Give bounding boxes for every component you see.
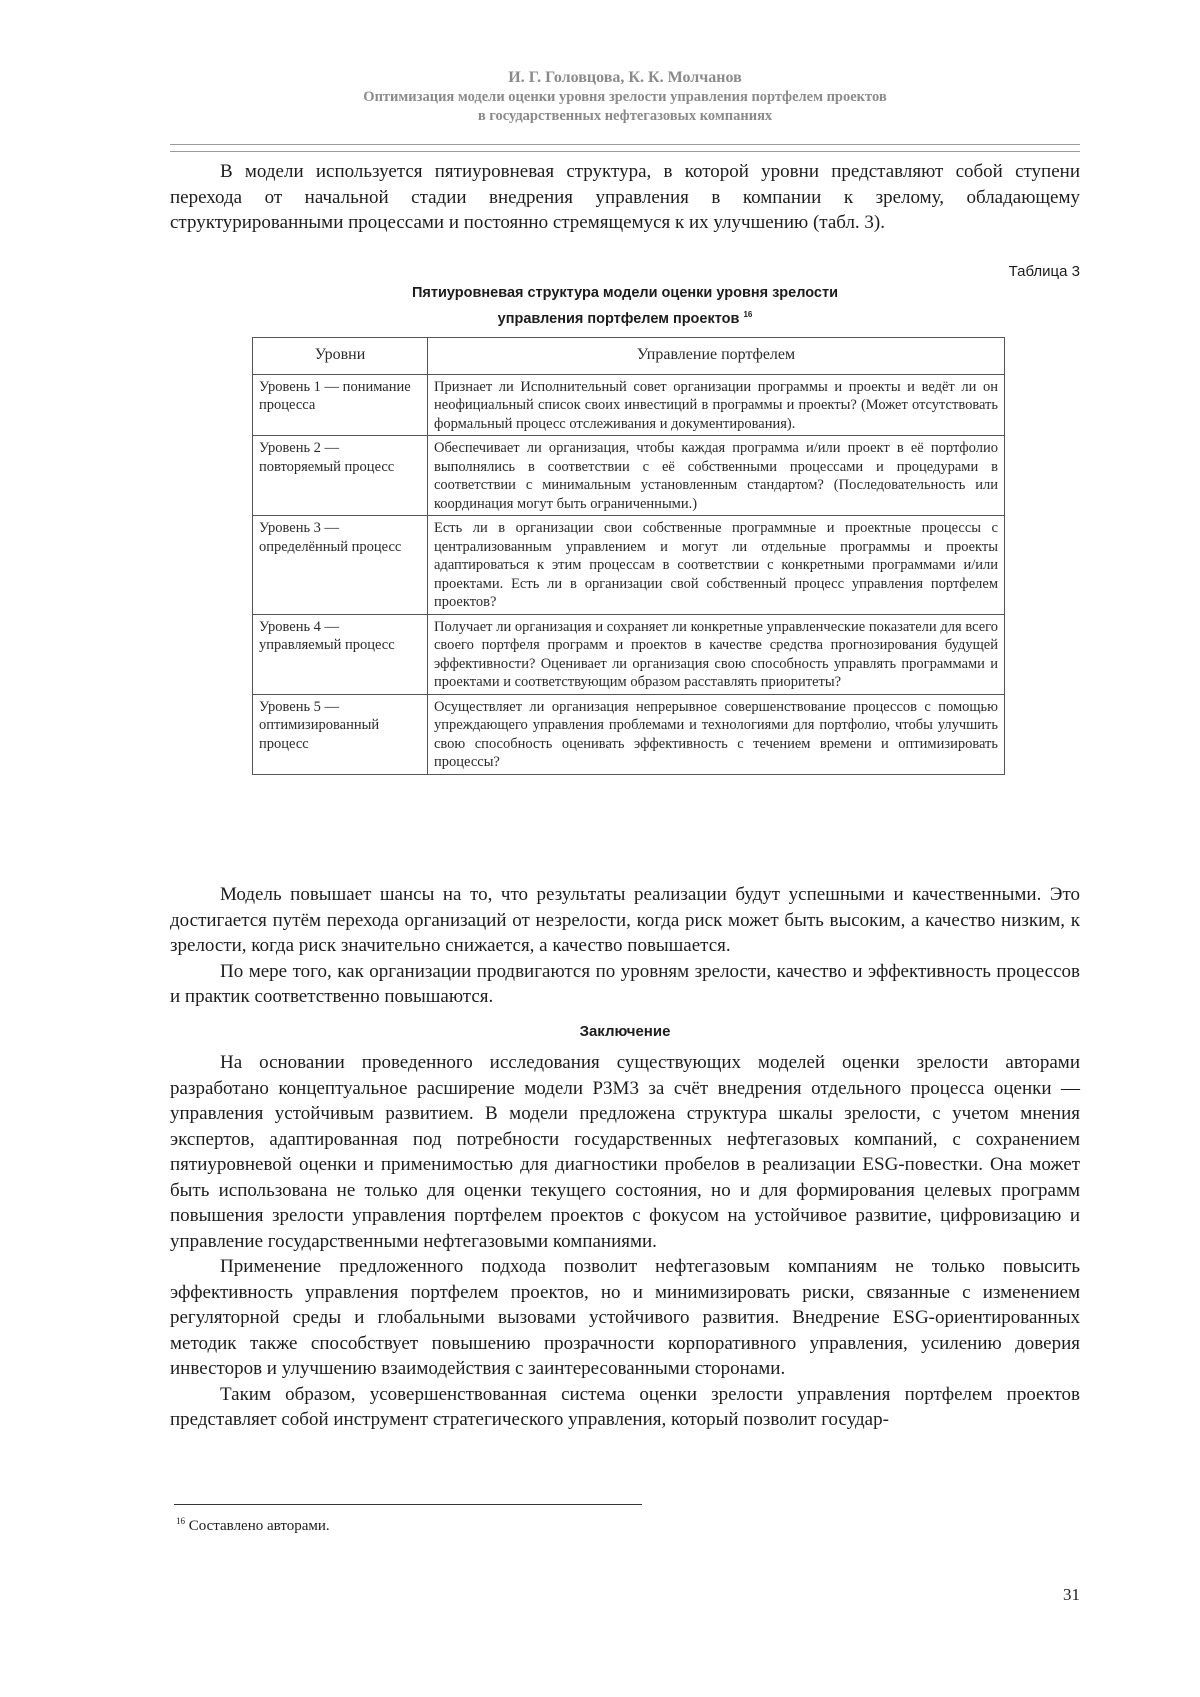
maturity-levels-table [252, 337, 1005, 775]
table-title [170, 282, 1080, 330]
body-paragraph: На основании проведенного исследования существующих моделей оценки зрелости авторами разработано концептуальное расширение модели P3M3 за счёт внедрения отдельного процесса оценки — управления устойчивым развитием. В модели предложена структура шкалы зрелости, с учетом мнения экспертов, адаптированная под потребности государственных нефтегазовых компаний, с сохранением пятиуровневой оценки и применимостью для диагностики пробелов в реализации ESG-повестки. Она может быть использована не только для оценки текущего состояния, но и для формирования целевых программ повышения зрелости управления портфелем проектов с фокусом на устойчивое развитие, цифровизацию и управление государственными нефтегазовыми компаниями. [170, 1052, 1080, 1252]
table-label: Таблица 3 [1008, 263, 1080, 280]
header-title-line-2: в государственных нефтегазовых компаниях [477, 108, 773, 124]
body-paragraph: Применение предложенного подхода позволит нефтегазовым компаниям не только повысить эффективность управления портфелем проектов, но и минимизировать риски, связанные с изменением регуляторной среды и глобальными вызовами устойчивого развития. Внедрение ESG-ориентированных методик также способствует повышению прозрачности корпоративного управления, усилению доверия инвесторов и улучшению взаимодействия с заинтересованными сторонами. [170, 1256, 1080, 1379]
description-cell: Обеспечивает ли организация, чтобы каждая программа и/или проект в её портфолио выполнялись в соответствии с её собственными процессами и процедурами в соответствии с минимальным установленным стандартом? (Последовательность или координация могут быть ограниченными.) [428, 436, 1005, 516]
description-cell: Осуществляет ли организация непрерывное совершенствование процессов с помощью упреждающего управления проблемами и технологиями для портфолио, чтобы улучшить свою способность оценивать эффективность с течением времени и оптимизировать процессы? [428, 694, 1005, 774]
body-paragraph: Таким образом, усовершенствованная система оценки зрелости управления портфелем проектов представляет собой инструмент стратегического управления, который позволит государ- [170, 1383, 1080, 1430]
level-cell: Уровень 3 — определённый процесс [253, 516, 428, 615]
description-cell: Признает ли Исполнительный совет организации программы и проекты и ведёт ли он неофициальный список своих инвестиций в программы и проекты? (Может отсутствовать формальный процесс отслеживания и документирования). [428, 374, 1005, 436]
column-header-levels: Уровни [253, 338, 428, 375]
conclusion-section [170, 1050, 1080, 1433]
intro-section [170, 159, 1080, 236]
footnote [176, 1511, 330, 1536]
table-title-line-2 [170, 304, 1080, 330]
intro-paragraph: В модели используется пятиуровневая структура, в которой уровни представляют собой ступени перехода от начальной стадии внедрения управления в компании к зрелому, обладающему структурированными процессами и постоянно стремящемуся к их улучшению (табл. 3). [170, 161, 1080, 233]
level-cell: Уровень 2 — повторяемый процесс [253, 436, 428, 516]
level-cell: Уровень 4 — управляемый процесс [253, 614, 428, 694]
table-row [253, 516, 1005, 615]
table-title-footnote-ref: 16 [743, 310, 753, 319]
page-number: 31 [1063, 1585, 1080, 1604]
description-cell: Получает ли организация и сохраняет ли конкретные управленческие показатели для всего своего портфеля программ и проектов в качестве средства прогнозирования будущей эффективности? Оценивает ли организация свою способность управлять программами и проектами и соответствующим образом расставлять приоритеты? [428, 614, 1005, 694]
table-header-row [253, 338, 1005, 375]
table-row [253, 374, 1005, 436]
footnote-number: 16 [176, 1516, 185, 1526]
header-title-line-1: Оптимизация модели оценки уровня зрелости управления портфелем проектов [363, 89, 887, 105]
footnote-divider [174, 1504, 642, 1505]
section-heading-conclusion: Заключение [579, 1023, 671, 1040]
footnote-text: Составлено авторами. [188, 1518, 330, 1534]
table-row [253, 614, 1005, 694]
table-row [253, 436, 1005, 516]
running-header [170, 68, 1080, 126]
header-authors: И. Г. Головцова, К. К. Молчанов [508, 69, 742, 86]
column-header-portfolio-management: Управление портфелем [428, 338, 1005, 375]
table-title-line-1: Пятиуровневая структура модели оценки уровня зрелости [412, 285, 838, 301]
level-cell: Уровень 1 — понимание процесса [253, 374, 428, 436]
body-paragraph: По мере того, как организации продвигаются по уровням зрелости, качество и эффективность процессов и практик соответственно повышаются. [170, 960, 1080, 1007]
table-title-line-2-text: управления портфелем проектов [497, 310, 740, 327]
after-table-section [170, 882, 1080, 1010]
header-divider [170, 144, 1080, 152]
table-row [253, 694, 1005, 774]
description-cell: Есть ли в организации свои собственные программные и проектные процессы с централизованным управлением и могут ли отдельные программы и проекты адаптироваться к этим процессам в соответствии с конкретными программами и/или проектами. Есть ли в организации свой собственный процесс управления портфелем проектов? [428, 516, 1005, 615]
body-paragraph: Модель повышает шансы на то, что результаты реализации будут успешными и качественными. Это достигается путём перехода организаций от незрелости, когда риск может быть высоким, а качество низким, к зрелости, когда риск значительно снижается, а качество повышается. [170, 884, 1080, 956]
level-cell: Уровень 5 — оптимизированный процесс [253, 694, 428, 774]
